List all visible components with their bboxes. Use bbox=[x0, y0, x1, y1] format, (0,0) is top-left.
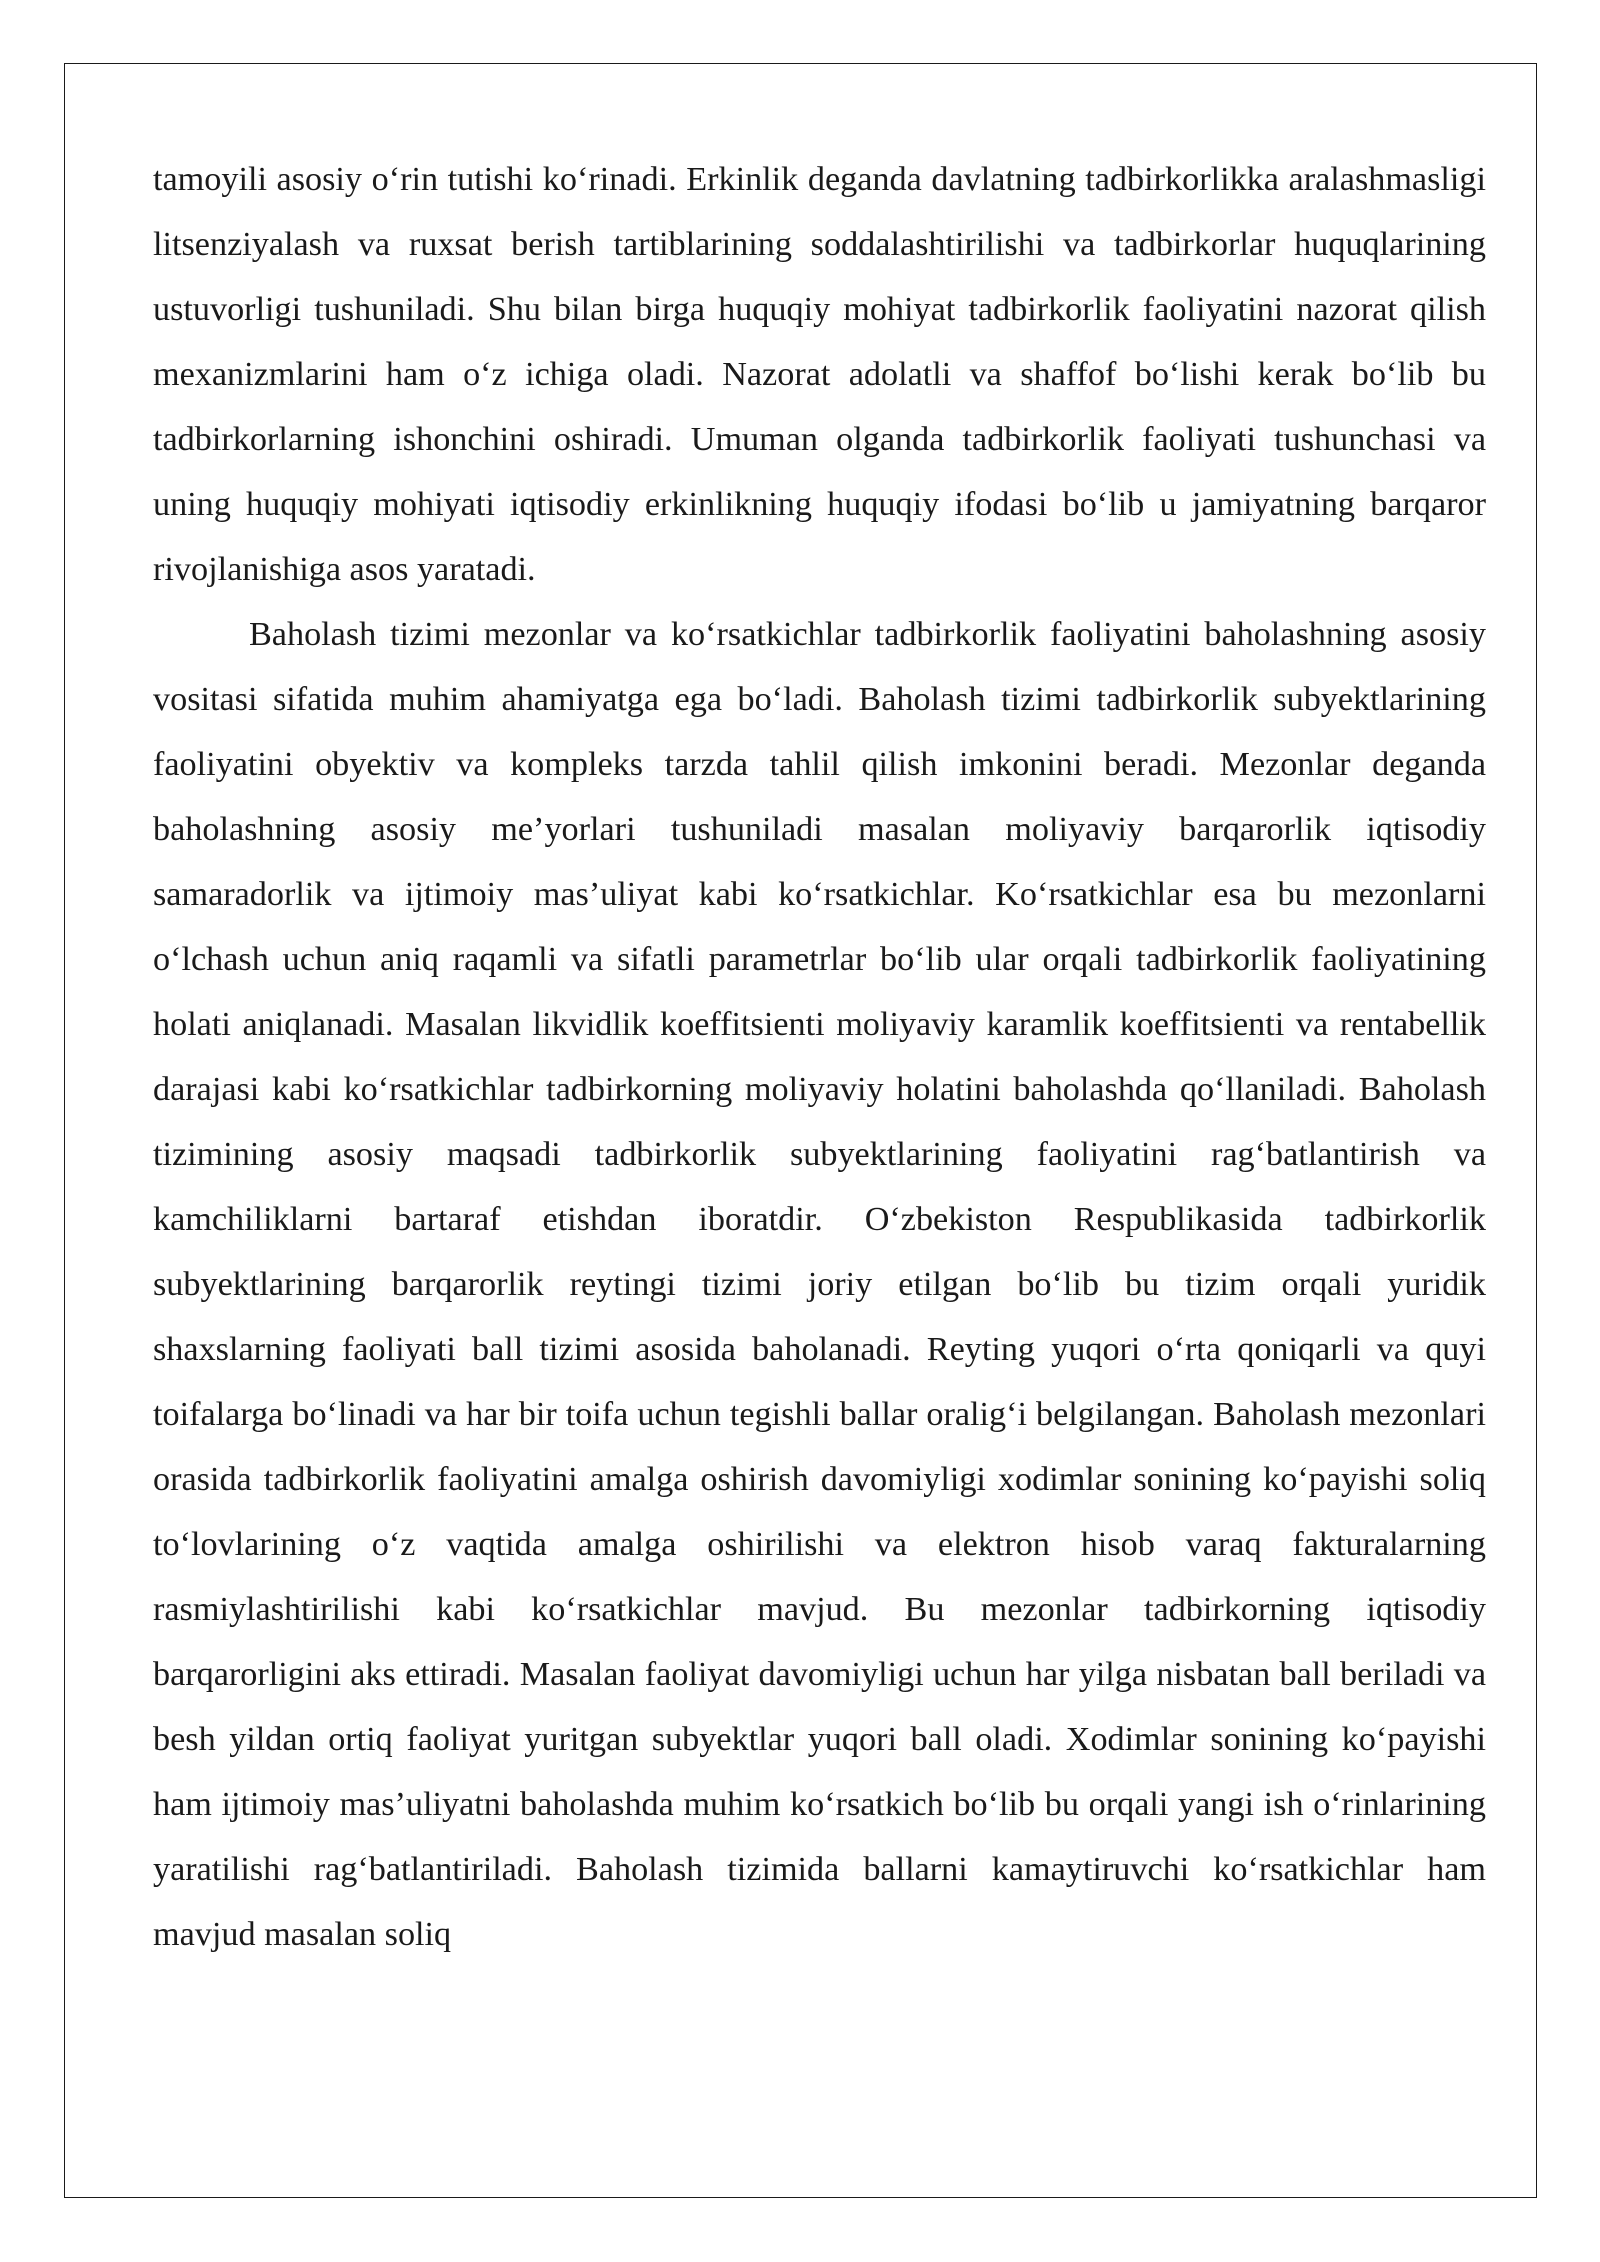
paragraph-baholash-tizimi: Baholash tizimi mezonlar va ko‘rsatkichlar tadbirkorlik faoliyatini baholashning asosiy vositasi sifatida muhim ahamiyatga ega bo‘ladi. Baholash tizimi tadbirkorlik subyektlarining faoliyatini obyektiv va kompleks tarzda tahlil qilish imkonini beradi. Mezonlar deganda baholashning asosiy me’yorlari tushuniladi masalan moliyaviy barqarorlik iqtisodiy samaradorlik va ijtimoiy mas’uliyat kabi ko‘rsatkichlar. Ko‘rsatkichlar esa bu mezonlarni o‘lchash uchun aniq raqamli va sifatli parametrlar bo‘lib ular orqali tadbirkorlik faoliyatining holati aniqlanadi. Masalan likvidlik koeffitsienti moliyaviy karamlik koeffitsienti va rentabellik darajasi kabi ko‘rsatkichlar tadbirkorning moliyaviy holatini baholashda qo‘llaniladi. Baholash tizimining asosiy maqsadi tadbirkorlik subyektlarining faoliyatini rag‘batlantirish va kamchiliklarni bartaraf etishdan iboratdir. O‘zbekiston Respublikasida tadbirkorlik subyektlarining barqarorlik reytingi tizimi joriy etilgan bo‘lib bu tizim orqali yuridik shaxslarning faoliyati ball tizimi asosida baholanadi. Reyting yuqori o‘rta qoniqarli va quyi toifalarga bo‘linadi va har bir toifa uchun tegishli ballar oralig‘i belgilangan. Baholash mezonlari orasida tadbirkorlik faoliyatini amalga oshirish davomiyligi xodimlar sonining ko‘payishi soliq to‘lovlarining o‘z vaqtida amalga oshirilishi va elektron hisob varaq fakturalarning rasmiylashtirilishi kabi ko‘rsatkichlar mavjud. Bu mezonlar tadbirkorning iqtisodiy barqarorligini aks ettiradi. Masalan faoliyat davomiyligi uchun har yilga nisbatan ball beriladi va besh yildan ortiq faoliyat yuritgan subyektlar yuqori ball oladi. Xodimlar sonining ko‘payishi ham ijtimoiy mas’uliyatni baholashda muhim ko‘rsatkich bo‘lib bu orqali yangi ish o‘rinlarining yaratilishi rag‘batlantiriladi. Baholash tizimida ballarni kamaytiruvchi ko‘rsatkichlar ham mavjud masalan soliq bbox=[153, 616, 1486, 1953]
paragraph-continuation: tamoyili asosiy o‘rin tutishi ko‘rinadi. Erkinlik deganda davlatning tadbirkorlikka aralashmasligi litsenziyalash va ruxsat berish tartiblarining soddalashtirilishi va tadbirkorlar huquqlarining ustuvorligi tushuniladi. Shu bilan birga huquqiy mohiyat tadbirkorlik faoliyatini nazorat qilish mexanizmlarini ham o‘z ichiga oladi. Nazorat adolatli va shaffof bo‘lishi kerak bo‘lib bu tadbirkorlarning ishonchini oshiradi. Umuman olganda tadbirkorlik faoliyati tushunchasi va uning huquqiy mohiyati iqtisodiy erkinlikning huquqiy ifodasi bo‘lib u jamiyatning barqaror rivojlanishiga asos yaratadi. bbox=[153, 161, 1486, 588]
document-body bbox=[153, 147, 1486, 1967]
